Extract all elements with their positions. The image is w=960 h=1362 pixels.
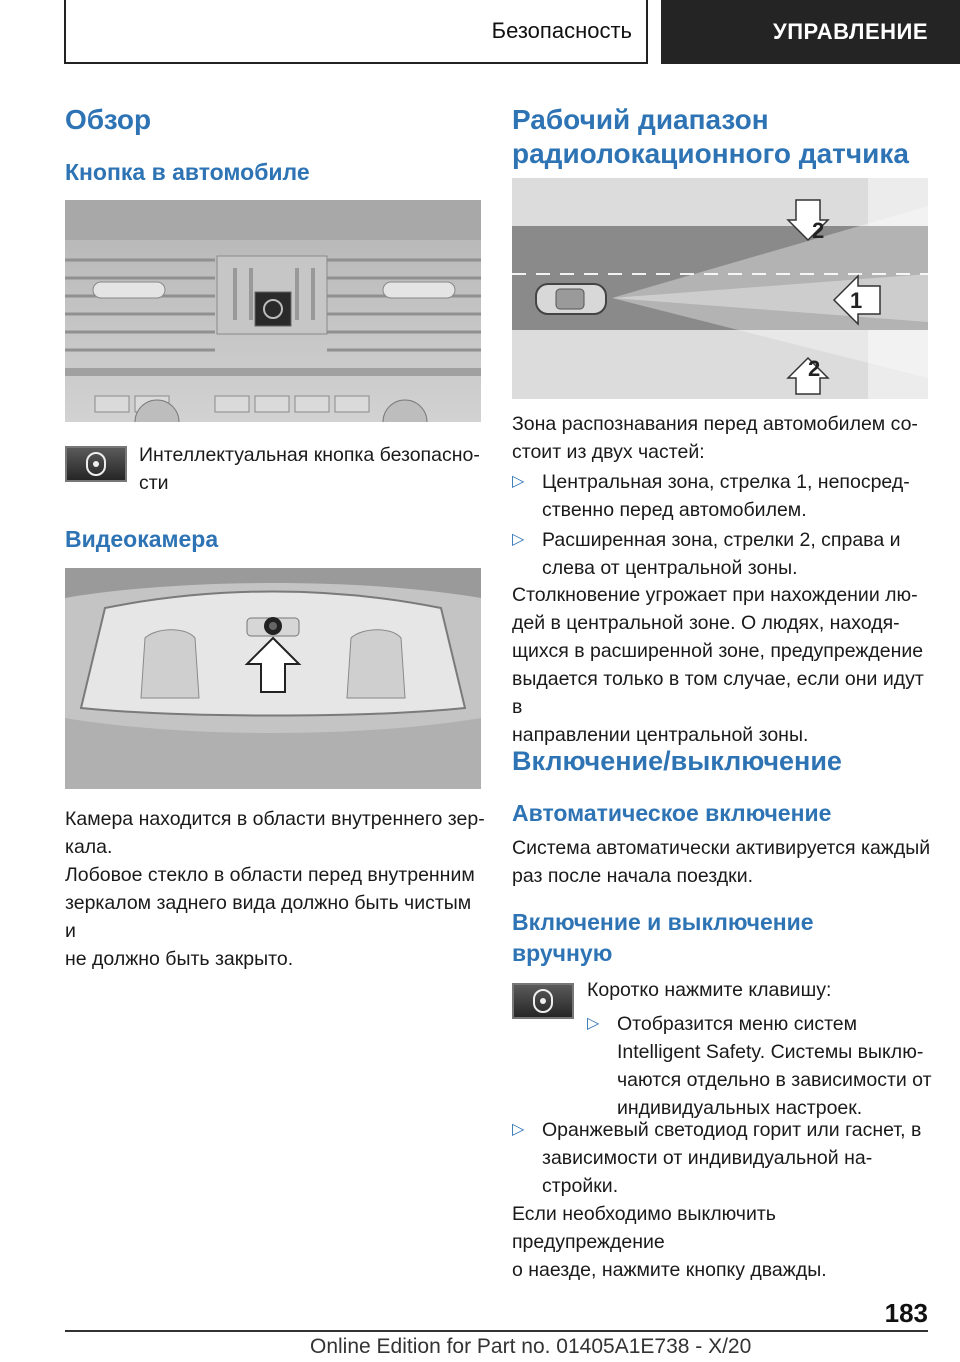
header-chapter-label: УПРАВЛЕНИЕ bbox=[773, 19, 928, 44]
double-press-paragraph: Если необходимо выключить предупреждение о наезде, нажмите кнопку дважды. bbox=[512, 1203, 827, 1281]
header-section-label: Безопасность bbox=[491, 18, 632, 43]
radar-range-diagram bbox=[512, 178, 928, 399]
onoff-heading: Включение/выключение bbox=[512, 746, 842, 776]
range-intro: Зона распознавания перед автомобилем со- стоит из двух частей: bbox=[512, 413, 918, 463]
manual-bullet bbox=[512, 1116, 932, 1200]
page-number: 183 bbox=[884, 1298, 928, 1328]
edition-footer: Online Edition for Part no. 01405A1E738 - X/20 bbox=[310, 1335, 752, 1358]
arrow-label-bottom: 2 bbox=[808, 356, 821, 381]
header-chapter-tab bbox=[661, 0, 960, 64]
manual-instruction: Коротко нажмите клавишу: bbox=[587, 979, 832, 1001]
bullet-triangle-icon: ▷ bbox=[512, 1121, 525, 1138]
safety-button-icon bbox=[512, 983, 574, 1019]
manual-heading: Включение и выключение вручную bbox=[512, 909, 814, 966]
car-icon bbox=[536, 284, 606, 314]
camera-paragraph-2: Лобовое стекло в области перед внутренним зеркалом заднего вида должно быть чистым и не должно быть закрыто. bbox=[65, 864, 475, 970]
button-heading: Кнопка в автомобиле bbox=[65, 159, 310, 185]
overview-heading: Обзор bbox=[65, 104, 152, 135]
button-caption: Интеллектуальная кнопка безопасно- сти bbox=[139, 444, 480, 494]
collision-paragraph: Столкновение угрожает при нахождении лю- дей в центральной зоне. О людях, находя- щихся в расширенной зоне, предупреждение выдается только в том случае, если они идут в направлении центральной зоны. bbox=[512, 584, 924, 746]
arrow-label-center: 1 bbox=[850, 288, 863, 313]
dashboard-button-image bbox=[65, 200, 481, 422]
bullet-text: Отобразится меню систем Intelligent Safety. Системы выклю- чаются отдельно в зависимости от индивидуальных настроек. bbox=[617, 1013, 932, 1119]
header-section-tab bbox=[64, 0, 648, 64]
range-bullet-central bbox=[512, 468, 932, 524]
sensor-range-heading: Рабочий диапазон радиолокационного датчика bbox=[512, 104, 909, 169]
bullet-triangle-icon: ▷ bbox=[512, 473, 525, 490]
auto-on-paragraph: Система автоматически активируется каждый раз после начала поездки. bbox=[512, 837, 931, 887]
bullet-text: Оранжевый светодиод горит или гаснет, в зависимости от индивидуальной на- стройки. bbox=[542, 1119, 922, 1197]
arrow-label-top: 2 bbox=[812, 218, 825, 243]
manual-subbullet bbox=[587, 1010, 932, 1122]
camera-paragraph-1: Камера находится в области внутреннего зер- кала. bbox=[65, 808, 485, 858]
auto-on-heading: Автоматическое включение bbox=[512, 800, 832, 826]
bullet-text: Расширенная зона, стрелки 2, справа и слева от центральной зоны. bbox=[542, 529, 901, 579]
footer-divider bbox=[65, 1330, 928, 1332]
camera-location-image bbox=[65, 568, 481, 789]
camera-heading: Видеокамера bbox=[65, 526, 219, 552]
safety-button-icon bbox=[65, 446, 127, 482]
range-bullet-extended bbox=[512, 526, 932, 582]
bullet-text: Центральная зона, стрелка 1, непосред- ственно перед автомобилем. bbox=[542, 471, 910, 521]
bullet-triangle-icon: ▷ bbox=[512, 531, 525, 548]
bullet-triangle-icon: ▷ bbox=[587, 1015, 600, 1032]
